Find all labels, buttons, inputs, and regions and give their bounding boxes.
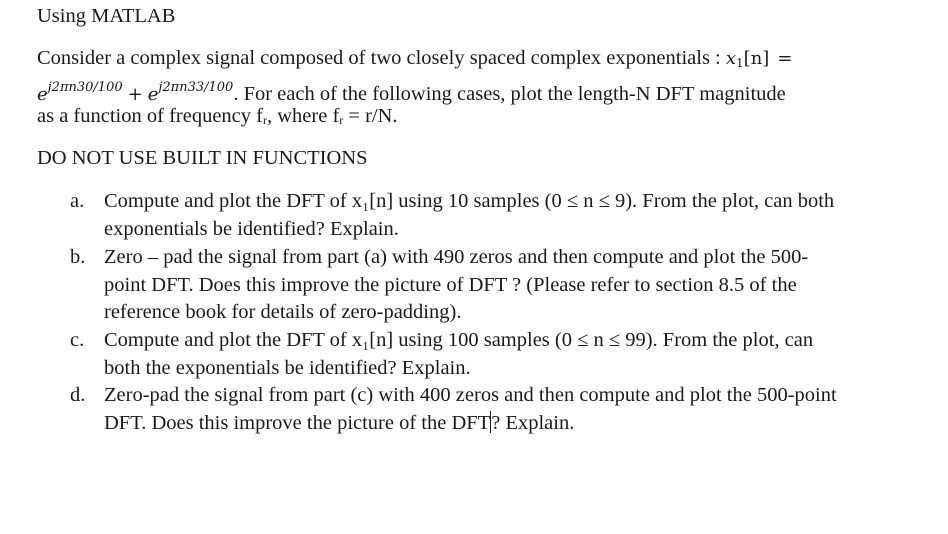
list-item-text: Compute and plot the DFT of x₁[n] using 100 samples (0 ≤ n ≤ 99). From the plot, can both the exponentials be identified? Explain. bbox=[104, 329, 814, 379]
exponential-2-exponent: j2πn33/100 bbox=[158, 80, 234, 95]
exponential-2-base: e bbox=[147, 84, 159, 105]
list-marker: a. bbox=[70, 190, 85, 212]
plus-sign: + bbox=[127, 84, 143, 105]
intro-line-2 bbox=[37, 76, 786, 107]
intro-text-2: . For each of the following cases, plot the length-N DFT magnitude bbox=[233, 83, 786, 105]
intro-line-1 bbox=[37, 46, 792, 75]
list-marker: d. bbox=[70, 384, 86, 406]
list-item-text: Zero-pad the signal from part (c) with 400 zeros and then compute and plot the 500-point DFT. Does this improve the picture of the DFT? Explain. bbox=[104, 384, 837, 434]
list-item-text: Compute and plot the DFT of x₁[n] using 10 samples (0 ≤ n ≤ 9). From the plot, can both exponentials be identified? Explain. bbox=[104, 190, 835, 240]
intro-text: Consider a complex signal composed of two closely spaced complex exponentials : bbox=[37, 47, 726, 69]
signal-variable: $x_1[n]$ bbox=[725, 48, 770, 70]
list-marker: b. bbox=[70, 246, 86, 268]
list-item-text: Zero – pad the signal from part (a) with 490 zeros and then compute and plot the 500- point DFT. Does this improve the picture of DFT ? (Please refer to section 8.5 of the reference book for details of zero-padding). bbox=[104, 246, 809, 323]
list-marker: c. bbox=[70, 329, 85, 351]
exponential-1-base: e bbox=[37, 84, 48, 105]
exponential-1-exponent: j2πn30/100 bbox=[47, 80, 123, 95]
instruction-rule: DO NOT USE BUILT IN FUNCTIONS bbox=[37, 147, 368, 169]
intro-line-3: as a function of frequency fr, where fr = r/N. bbox=[37, 105, 398, 127]
document-heading: Using MATLAB bbox=[37, 5, 176, 27]
equals-sign: = bbox=[777, 48, 793, 69]
